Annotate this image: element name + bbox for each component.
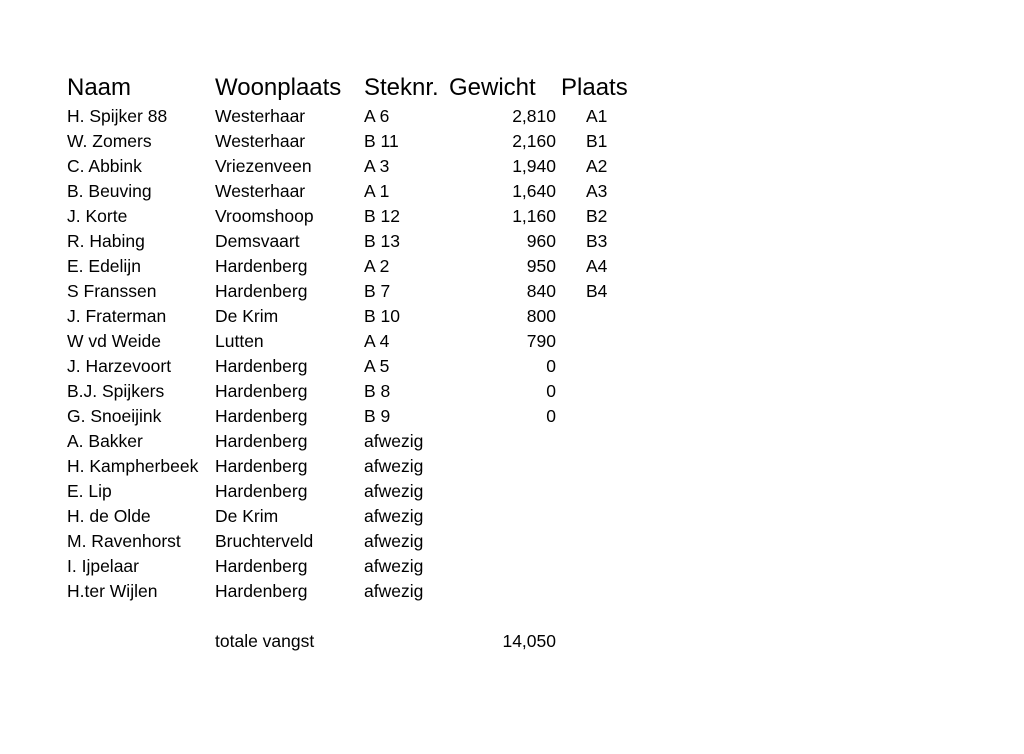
cell-steknr: A 4 [364, 331, 390, 351]
cell-steknr: A 2 [364, 256, 390, 276]
cell-gewicht: 800 [526, 306, 556, 326]
cell-gewicht: 0 [546, 381, 556, 401]
cell-steknr: B 13 [364, 231, 400, 251]
total-value: 14,050 [502, 631, 556, 651]
cell-plaats: B3 [586, 231, 608, 251]
cell-plaats: A1 [586, 106, 608, 126]
cell-naam: J. Korte [67, 206, 128, 226]
cell-steknr: B 9 [364, 406, 391, 426]
cell-woonplaats: Hardenberg [215, 256, 308, 276]
cell-woonplaats: Vroomshoop [215, 206, 314, 226]
cell-gewicht: 960 [526, 231, 556, 251]
cell-woonplaats: Hardenberg [215, 581, 308, 601]
cell-gewicht: 0 [546, 406, 556, 426]
cell-steknr: afwezig [364, 431, 424, 451]
cell-gewicht: 790 [526, 331, 556, 351]
cell-steknr: A 1 [364, 181, 390, 201]
cell-naam: G. Snoeijink [67, 406, 162, 426]
cell-naam: H.ter Wijlen [67, 581, 158, 601]
cell-woonplaats: Hardenberg [215, 556, 308, 576]
cell-steknr: afwezig [364, 506, 424, 526]
cell-steknr: afwezig [364, 456, 424, 476]
cell-woonplaats: Demsvaart [215, 231, 300, 251]
cell-naam: E. Edelijn [67, 256, 141, 276]
cell-steknr: B 10 [364, 306, 400, 326]
cell-naam: I. Ijpelaar [67, 556, 139, 576]
cell-woonplaats: Westerhaar [215, 131, 306, 151]
cell-naam: B.J. Spijkers [67, 381, 165, 401]
cell-naam: M. Ravenhorst [67, 531, 181, 551]
header-woonplaats: Woonplaats [215, 74, 342, 101]
cell-woonplaats: Westerhaar [215, 181, 306, 201]
header-plaats: Plaats [561, 74, 628, 101]
cell-naam: C. Abbink [67, 156, 142, 176]
cell-woonplaats: De Krim [215, 506, 279, 526]
cell-plaats: B2 [586, 206, 608, 226]
cell-naam: W. Zomers [67, 131, 152, 151]
cell-woonplaats: Westerhaar [215, 106, 306, 126]
cell-steknr: A 3 [364, 156, 390, 176]
cell-plaats: B1 [586, 131, 608, 151]
cell-naam: R. Habing [67, 231, 145, 251]
total-label: totale vangst [215, 631, 315, 651]
cell-naam: H. de Olde [67, 506, 151, 526]
cell-gewicht: 1,160 [512, 206, 556, 226]
cell-naam: B. Beuving [67, 181, 152, 201]
cell-steknr: afwezig [364, 556, 424, 576]
cell-steknr: B 7 [364, 281, 391, 301]
cell-steknr: A 6 [364, 106, 390, 126]
cell-steknr: afwezig [364, 581, 424, 601]
cell-steknr: A 5 [364, 356, 390, 376]
cell-gewicht: 840 [526, 281, 556, 301]
cell-woonplaats: Hardenberg [215, 481, 308, 501]
cell-gewicht: 2,160 [512, 131, 556, 151]
cell-gewicht: 2,810 [512, 106, 556, 126]
cell-plaats: A3 [586, 181, 608, 201]
cell-woonplaats: Lutten [215, 331, 264, 351]
cell-naam: A. Bakker [67, 431, 143, 451]
cell-woonplaats: Hardenberg [215, 356, 308, 376]
cell-gewicht: 950 [526, 256, 556, 276]
cell-woonplaats: Hardenberg [215, 456, 308, 476]
cell-gewicht: 1,940 [512, 156, 556, 176]
cell-steknr: B 12 [364, 206, 400, 226]
header-naam: Naam [67, 74, 132, 101]
cell-steknr: afwezig [364, 481, 424, 501]
cell-gewicht: 0 [546, 356, 556, 376]
cell-steknr: B 11 [364, 131, 399, 151]
cell-woonplaats: Hardenberg [215, 281, 308, 301]
cell-plaats: A4 [586, 256, 608, 276]
cell-plaats: A2 [586, 156, 608, 176]
cell-naam: J. Fraterman [67, 306, 167, 326]
cell-steknr: B 8 [364, 381, 391, 401]
cell-naam: H. Spijker 88 [67, 106, 168, 126]
cell-woonplaats: Hardenberg [215, 431, 308, 451]
cell-naam: W vd Weide [67, 331, 162, 351]
header-gewicht: Gewicht [449, 74, 536, 101]
cell-naam: J. Harzevoort [67, 356, 172, 376]
cell-steknr: afwezig [364, 531, 424, 551]
cell-plaats: B4 [586, 281, 608, 301]
cell-naam: E. Lip [67, 481, 112, 501]
cell-naam: S Franssen [67, 281, 157, 301]
cell-woonplaats: De Krim [215, 306, 279, 326]
cell-woonplaats: Hardenberg [215, 381, 308, 401]
cell-gewicht: 1,640 [512, 181, 556, 201]
cell-naam: H. Kampherbeek [67, 456, 199, 476]
cell-woonplaats: Vriezenveen [215, 156, 312, 176]
header-steknr: Steknr. [364, 74, 439, 101]
cell-woonplaats: Bruchterveld [215, 531, 314, 551]
cell-woonplaats: Hardenberg [215, 406, 308, 426]
